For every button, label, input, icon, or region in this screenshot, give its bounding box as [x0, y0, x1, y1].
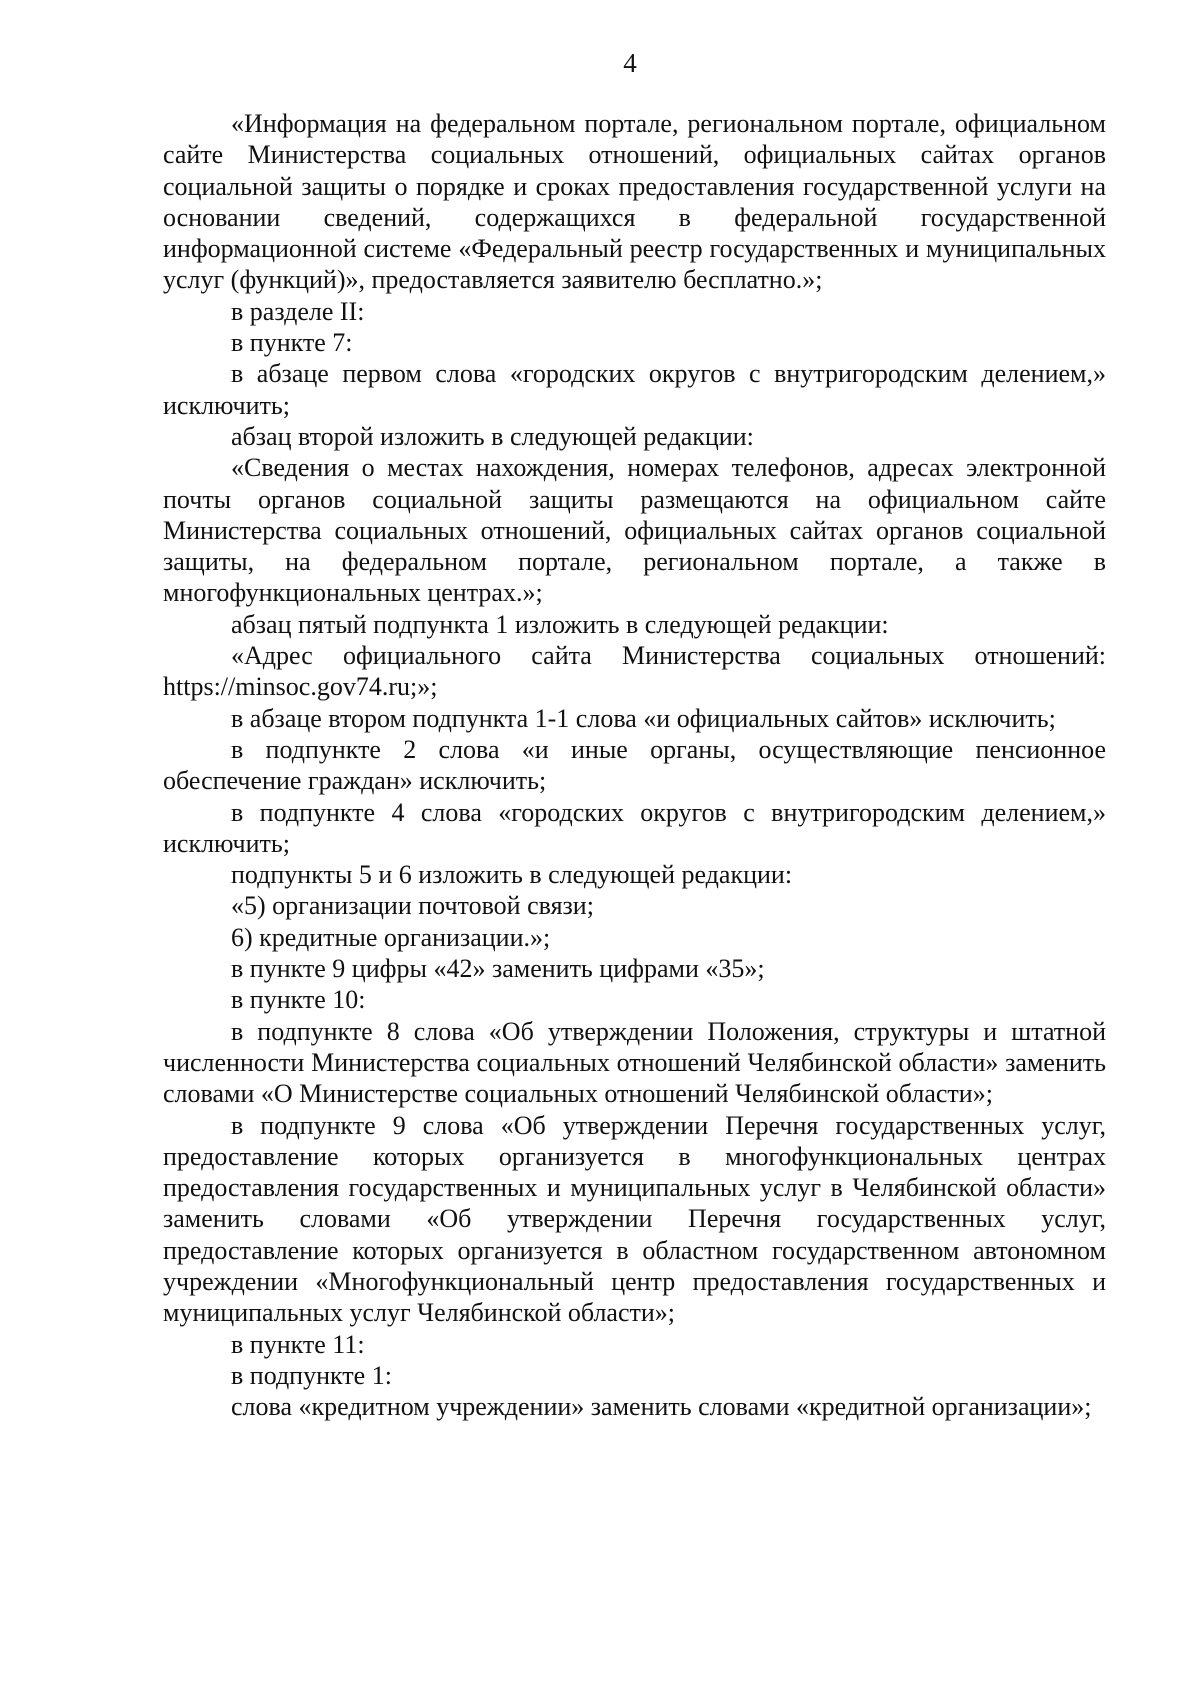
- paragraph-subpoints-5-6: подпункты 5 и 6 изложить в следующей редакции:: [231, 860, 793, 890]
- paragraph-postal: «5) организации почтовой связи;: [231, 891, 594, 921]
- paragraph-point-10: в пункте 10:: [231, 985, 366, 1015]
- paragraph-subpoint-1: в подпункте 1:: [231, 1360, 392, 1390]
- paragraph-second-abzac: абзац второй изложить в следующей редакции:: [231, 421, 754, 451]
- paragraph-subpoint-4: в подпункте 4 слова «городских округов с внутригородским делением,» исключить;: [163, 797, 1106, 858]
- paragraph-first-abzac: в абзаце первом слова «городских округов с внутригородским делением,» исключить;: [163, 359, 1106, 420]
- paragraph-point-7: в пункте 7:: [231, 328, 353, 358]
- paragraph-information-free: «Информация на федеральном портале, региональном портале, официальном сайте Министерства социальных отношений, официальных сайтах органов социальной защиты о порядке и сроках предоставления государственной услуги на основании сведений, содержащихся в федеральной государственной информационной системе «Федеральный реестр государственных и муниципальных услуг (функций)», предоставляется заявителю бесплатно.»;: [163, 109, 1106, 295]
- paragraph-point-9: в пункте 9 цифры «42» заменить цифрами «35»;: [231, 954, 765, 984]
- paragraph-section-ii: в разделе II:: [231, 296, 365, 326]
- paragraph-credit-org: слова «кредитном учреждении» заменить словами «кредитной организации»;: [231, 1392, 1092, 1422]
- paragraph-site-address: «Адрес официального сайта Министерства социальных отношений: https://minsoc.gov74.ru;»;: [163, 641, 1106, 702]
- paragraph-point-11: в пункте 11:: [231, 1329, 365, 1359]
- paragraph-contact-info: «Сведения о местах нахождения, номерах телефонов, адресах электронной почты органов социальной защиты размещаются на официальном сайте Министерства социальных отношений, официальных сайтах органов социальной защиты, на федеральном портале, региональном портале, а также в многофункциональных центрах.»;: [163, 453, 1106, 608]
- paragraph-subpoint-9: в подпункте 9 слова «Об утверждении Перечня государственных услуг, предоставление которых организуется в многофункциональных центрах предоставления государственных и муниципальных услуг в Челябинской области» заменить словами «Об утверждении Перечня государственных услуг, предоставление которых организуется в областном государственном автономном учреждении «Многофункциональный центр предоставления государственных и муниципальных услуг Челябинской области»;: [163, 1110, 1106, 1328]
- paragraph-credit: 6) кредитные организации.»;: [231, 922, 551, 952]
- paragraph-fifth-abzac: абзац пятый подпункта 1 изложить в следующей редакции:: [231, 609, 889, 639]
- document-body: [163, 108, 1106, 1422]
- paragraph-subpoint-2: в подпункте 2 слова «и иные органы, осуществляющие пенсионное обеспечение граждан» исключить;: [163, 734, 1106, 796]
- paragraph-subpoint-8: в подпункте 8 слова «Об утверждении Положения, структуры и штатной численности Министерства социальных отношений Челябинской области» заменить словами «О Министерстве социальных отношений Челябинской области»;: [163, 1016, 1106, 1109]
- paragraph-subpoint-1-1: в абзаце втором подпункта 1-1 слова «и официальных сайтов» исключить;: [231, 703, 1056, 733]
- page-number: 4: [623, 48, 637, 78]
